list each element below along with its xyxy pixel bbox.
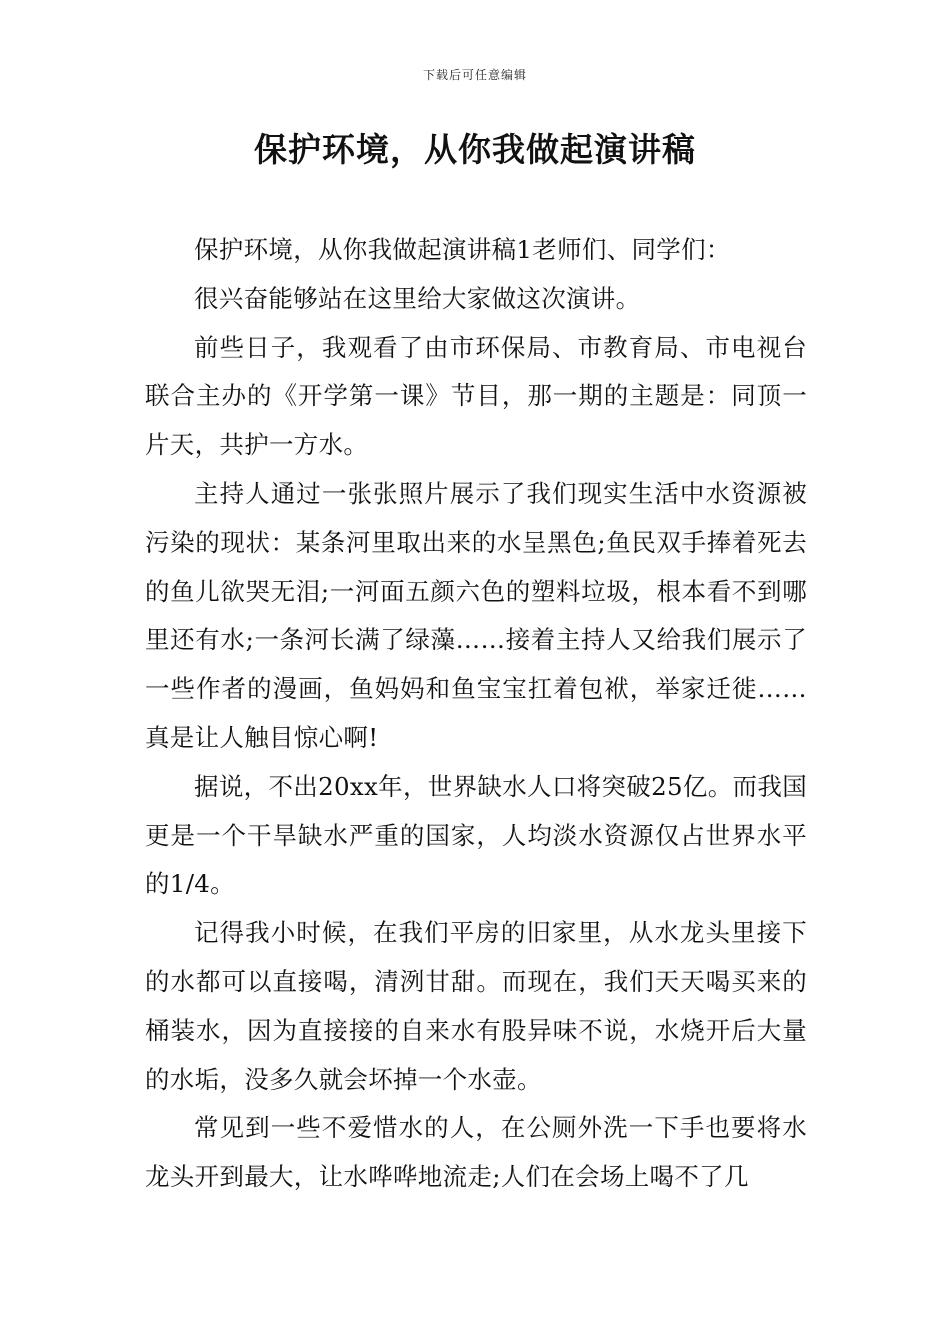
paragraph-6: 记得我小时候，在我们平房的旧家里，从水龙头里接下的水都可以直接喝，清洌甘甜。而现在，我们天天喝买来的桶装水，因为直接接的自来水有股异味不说，水烧开后大量的水垢，没多久就会坏掉一个水壶。 [145, 918, 807, 1094]
document-title: 保护环境，从你我做起演讲稿 [254, 130, 696, 169]
document-body [145, 226, 807, 1202]
paragraph-2: 很兴奋能够站在这里给大家做这次演讲。 [194, 283, 641, 313]
paragraph-1: 保护环境，从你我做起演讲稿1老师们、同学们： [194, 235, 731, 264]
paragraph-5: 据说，不出20xx年，世界缺水人口将突破25亿。而我国更是一个干旱缺水严重的国家，人均淡水资源仅占世界水平的1/4。 [145, 771, 807, 899]
paragraph-7: 常见到一些不爱惜水的人，在公厕外洗一下手也要将水龙头开到最大，让水哗哗地流走;人们在会场上喝不了几 [145, 1113, 807, 1192]
paragraph-4: 主持人通过一张张照片展示了我们现实生活中水资源被污染的现状：某条河里取出来的水呈黑色;鱼民双手捧着死去的鱼儿欲哭无泪;一河面五颜六色的塑料垃圾，根本看不到哪里还有水;一条河长满了绿藻……接着主持人又给我们展示了一些作者的漫画，鱼妈妈和鱼宝宝扛着包袱，举家迁徙……真是让人触目惊心啊! [145, 478, 807, 752]
header-note: 下载后可任意编辑 [422, 68, 527, 82]
paragraph-3: 前些日子，我观看了由市环保局、市教育局、市电视台联合主办的《开学第一课》节目，那一期的主题是：同顶一片天，共护一方水。 [145, 332, 807, 460]
